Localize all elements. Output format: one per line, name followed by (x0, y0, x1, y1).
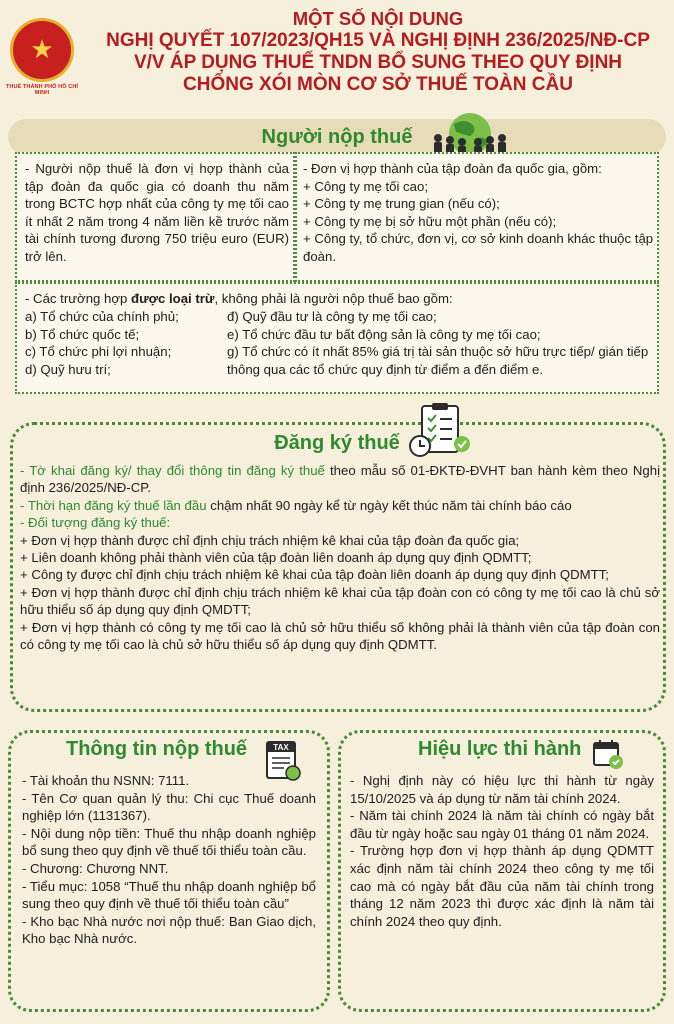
exclusions-prefix: - Các trường hợp (25, 291, 132, 306)
registration-body (20, 462, 660, 653)
list-item: + Đơn vị hợp thành có công ty mẹ tối cao là chủ sở hữu thiểu số không phải là thành viên của tập đoàn con có công ty mẹ tối cao là chủ sở hữu thiểu số áp dụng quy định QDMTT. (20, 619, 660, 653)
exclusions-suffix: , không phải là người nộp thuế bao gồm: (214, 291, 453, 306)
title-line-4: CHỐNG XÓI MÒN CƠ SỞ THUẾ TOÀN CẦU (183, 74, 573, 95)
exclusions-intro (25, 290, 655, 308)
list-item: + Công ty mẹ trung gian (nếu có); (303, 196, 500, 211)
list-item: a) Tổ chức của chính phủ; (25, 309, 179, 324)
registration-deadline-text (20, 497, 660, 514)
registration-form-text (20, 462, 660, 497)
payment-body (22, 772, 316, 948)
registration-subjects-label: - Đối tượng đăng ký thuế: (20, 515, 171, 531)
list-item: - Nghị định này có hiệu lực thi hành từ ngày 15/10/2025 và áp dụng từ năm tài chính 2024. (350, 773, 654, 806)
tax-icon-label: TAX (273, 743, 289, 752)
effect-body (350, 772, 654, 930)
list-item: c) Tổ chức phi lợi nhuận; (25, 344, 172, 359)
list-item: + Công ty mẹ tối cao; (303, 178, 428, 194)
exclusions-box (15, 282, 659, 394)
registration-form-detail: theo mẫu số 01-ĐKTĐ-ĐVHT ban hành kèm theo Nghị định 236/2025/NĐ-CP. (20, 463, 661, 496)
effect-section-title: Hiệu lực thi hành (418, 738, 582, 760)
list-item: - Tài khoản thu NSNN: 7111. (22, 773, 190, 788)
list-item: + Đơn vị hợp thành được chỉ định chịu trách nhiệm kê khai của tập đoàn con có công ty mẹ tối cao là chủ sở hữu thiểu số áp dụng quy định QMDTT; (20, 584, 660, 618)
list-item: - Tiểu mục: 1058 “Thuế thu nhập doanh nghiệp bổ sung theo quy định về thuế tối thiểu toàn cầu” (22, 878, 316, 912)
list-item: - Kho bạc Nhà nước nơi nộp thuế: Ban Giao dịch, Kho bạc Nhà nước. (22, 913, 316, 947)
list-item: e) Tổ chức đầu tư bất động sản là công ty mẹ tối cao; (227, 326, 541, 342)
exclusions-bold: được loại trừ (131, 291, 215, 306)
registration-form-label: - Tờ khai đăng ký/ thay đổi thông tin đăng ký thuế (20, 463, 325, 478)
member-entities-list (303, 160, 655, 265)
taxpayer-definition-text: - Người nộp thuế là đơn vị hợp thành của tập đoàn đa quốc gia có doanh thu năm trong BCTC hợp nhất của công ty mẹ tối cao ít nhất 2 năm trong 4 năm liền kề trước năm tài chính tương đương 750 triệu euro (EUR) trở lên. (25, 161, 289, 264)
list-item: + Công ty được chỉ định chịu trách nhiệm kê khai của tập đoàn liên doanh áp dụng quy định QDMTT; (20, 567, 609, 583)
list-item: - Chương: Chương NNT. (22, 860, 169, 876)
logo-caption: THUẾ THÀNH PHỐ HỒ CHÍ MINH (5, 84, 79, 96)
calendar-check-icon (592, 738, 624, 770)
taxpayer-definition-box (15, 152, 295, 282)
people-globe-icon (420, 112, 520, 156)
exclusions-left-column (25, 308, 225, 378)
emblem-icon: ★ (10, 18, 74, 82)
list-item: + Đơn vị hợp thành được chỉ định chịu trách nhiệm kê khai của tập đoàn đa quốc gia; (20, 532, 520, 548)
payment-section-title: Thông tin nộp thuế (66, 738, 248, 760)
list-item: - Năm tài chính 2024 là năm tài chính có ngày bắt đầu từ ngày hoặc sau ngày 01 tháng 01 năm 2024. (350, 808, 654, 841)
list-item: - Trường hợp đơn vị hợp thành áp dụng QDMTT xác định năm tài chính 2024 theo công ty mẹ tối cao mà có ngày bắt đầu của năm tài chính trong tháng 12 năm 2023 thì được xác định là năm tài chính 2024 theo quy định. (350, 843, 654, 929)
list-item: b) Tổ chức quốc tế; (25, 326, 140, 342)
registration-deadline-detail: chậm nhất 90 ngày kể từ ngày kết thúc năm tài chính báo cáo (206, 497, 572, 513)
member-entities-box (295, 152, 659, 282)
list-item: + Công ty, tổ chức, đơn vị, cơ sở kinh doanh khác thuộc tập đoàn. (303, 231, 654, 264)
list-item: g) Tổ chức có ít nhất 85% giá trị tài sản thuộc sở hữu trực tiếp/ gián tiếp thông qua các tổ chức quy định từ điểm a đến điểm e. (227, 344, 649, 377)
list-item: + Liên doanh không phải thành viên của tập đoàn liên doanh áp dụng quy định QDMTT; (20, 550, 532, 566)
taxpayer-section-title: Người nộp thuế (261, 126, 413, 148)
title-line-1: MỘT SỐ NỘI DUNG (292, 8, 464, 29)
page-title (82, 8, 674, 96)
exclusions-right-column (227, 308, 659, 378)
member-entities-intro: - Đơn vị hợp thành của tập đoàn đa quốc gia, gồm: (303, 161, 602, 176)
title-line-2: NGHỊ QUYẾT 107/2023/QH15 VÀ NGHỊ ĐỊNH 236/2025/NĐ-CP (106, 30, 650, 51)
list-item: + Công ty mẹ bị sở hữu một phần (nếu có); (303, 213, 557, 229)
list-item: đ) Quỹ đầu tư là công ty mẹ tối cao; (227, 309, 437, 324)
list-item: - Tên Cơ quan quản lý thu: Chi cục Thuế doanh nghiệp lớn (1131367). (22, 790, 316, 824)
registration-deadline-label: - Thời hạn đăng ký thuế lần đầu (20, 497, 207, 513)
list-item: - Nội dung nộp tiền: Thuế thu nhập doanh nghiệp bổ sung theo quy định về thuế tối thiểu toàn cầu. (22, 825, 316, 859)
registration-section-title: Đăng ký thuế (274, 432, 400, 454)
taxpayer-section-header (8, 119, 666, 155)
list-item: d) Quỹ hưu trí; (25, 361, 111, 377)
title-line-3: V/V ÁP DỤNG THUẾ TNDN BỔ SUNG THEO QUY ĐỊNH (133, 52, 623, 73)
